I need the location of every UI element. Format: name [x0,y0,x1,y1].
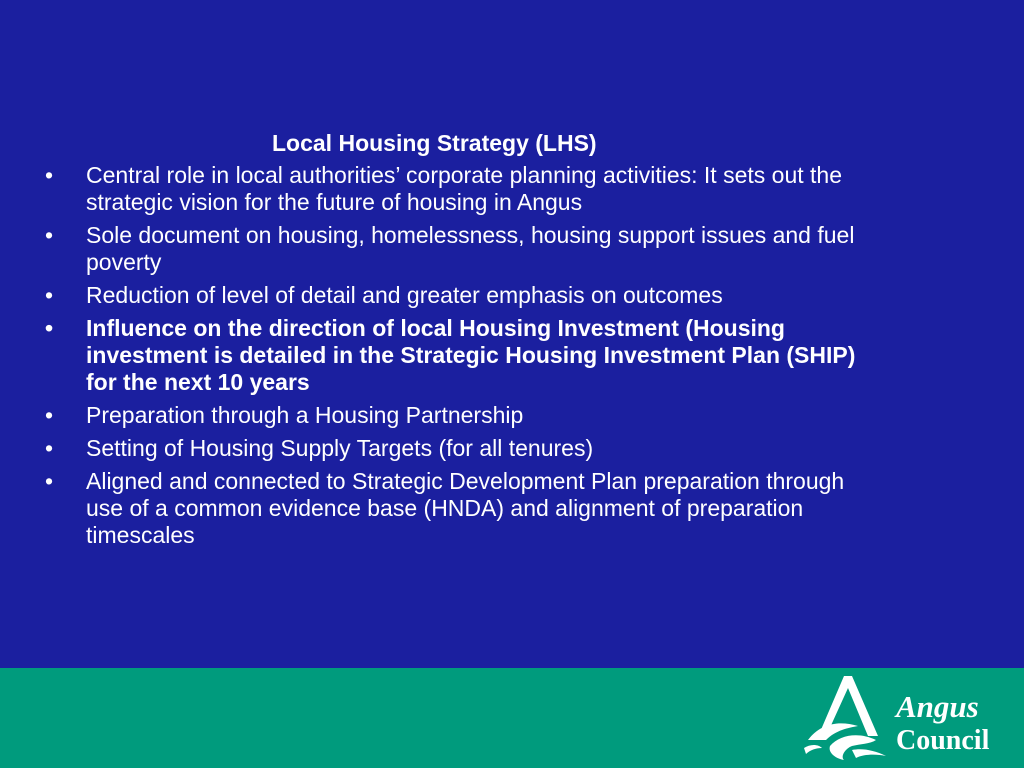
bullet-text: Reduction of level of detail and greater emphasis on outcomes [86,282,723,308]
bullet-marker: • [45,435,54,461]
angus-council-logo [800,674,1010,762]
logo-line-angus: Angus [896,689,979,724]
bullet-item [45,402,885,429]
bullet-marker: • [45,162,54,188]
bullet-item [45,435,885,462]
bullet-marker: • [45,468,54,494]
bullet-text: Central role in local authorities’ corporate planning activities: It sets out the strategic vision for the future of housing in Angus [86,162,842,215]
bullet-item [45,162,885,216]
bullet-list [45,162,885,555]
angus-council-emblem-icon [800,674,892,762]
bullet-item [45,222,885,276]
bullet-marker: • [45,315,54,341]
bullet-marker: • [45,222,54,248]
slide-title: Local Housing Strategy (LHS) [272,130,597,156]
logo-wordmark [896,690,989,758]
bullet-text: Setting of Housing Supply Targets (for all tenures) [86,435,594,461]
bullet-text: Influence on the direction of local Housing Investment (Housing investment is detailed in the Strategic Housing Investment Plan (SHIP) for the next 10 years [86,315,856,395]
bullet-text: Aligned and connected to Strategic Development Plan preparation through use of a common evidence base (HNDA) and alignment of preparation timescales [86,468,845,548]
bullet-item-highlighted [45,315,885,396]
bullet-text: Preparation through a Housing Partnership [86,402,524,428]
bullet-marker: • [45,282,54,308]
logo-line-council: Council [896,725,990,756]
bullet-text: Sole document on housing, homelessness, housing support issues and fuel poverty [86,222,855,275]
bullet-item [45,282,885,309]
bullet-marker: • [45,402,54,428]
bullet-item [45,468,885,549]
